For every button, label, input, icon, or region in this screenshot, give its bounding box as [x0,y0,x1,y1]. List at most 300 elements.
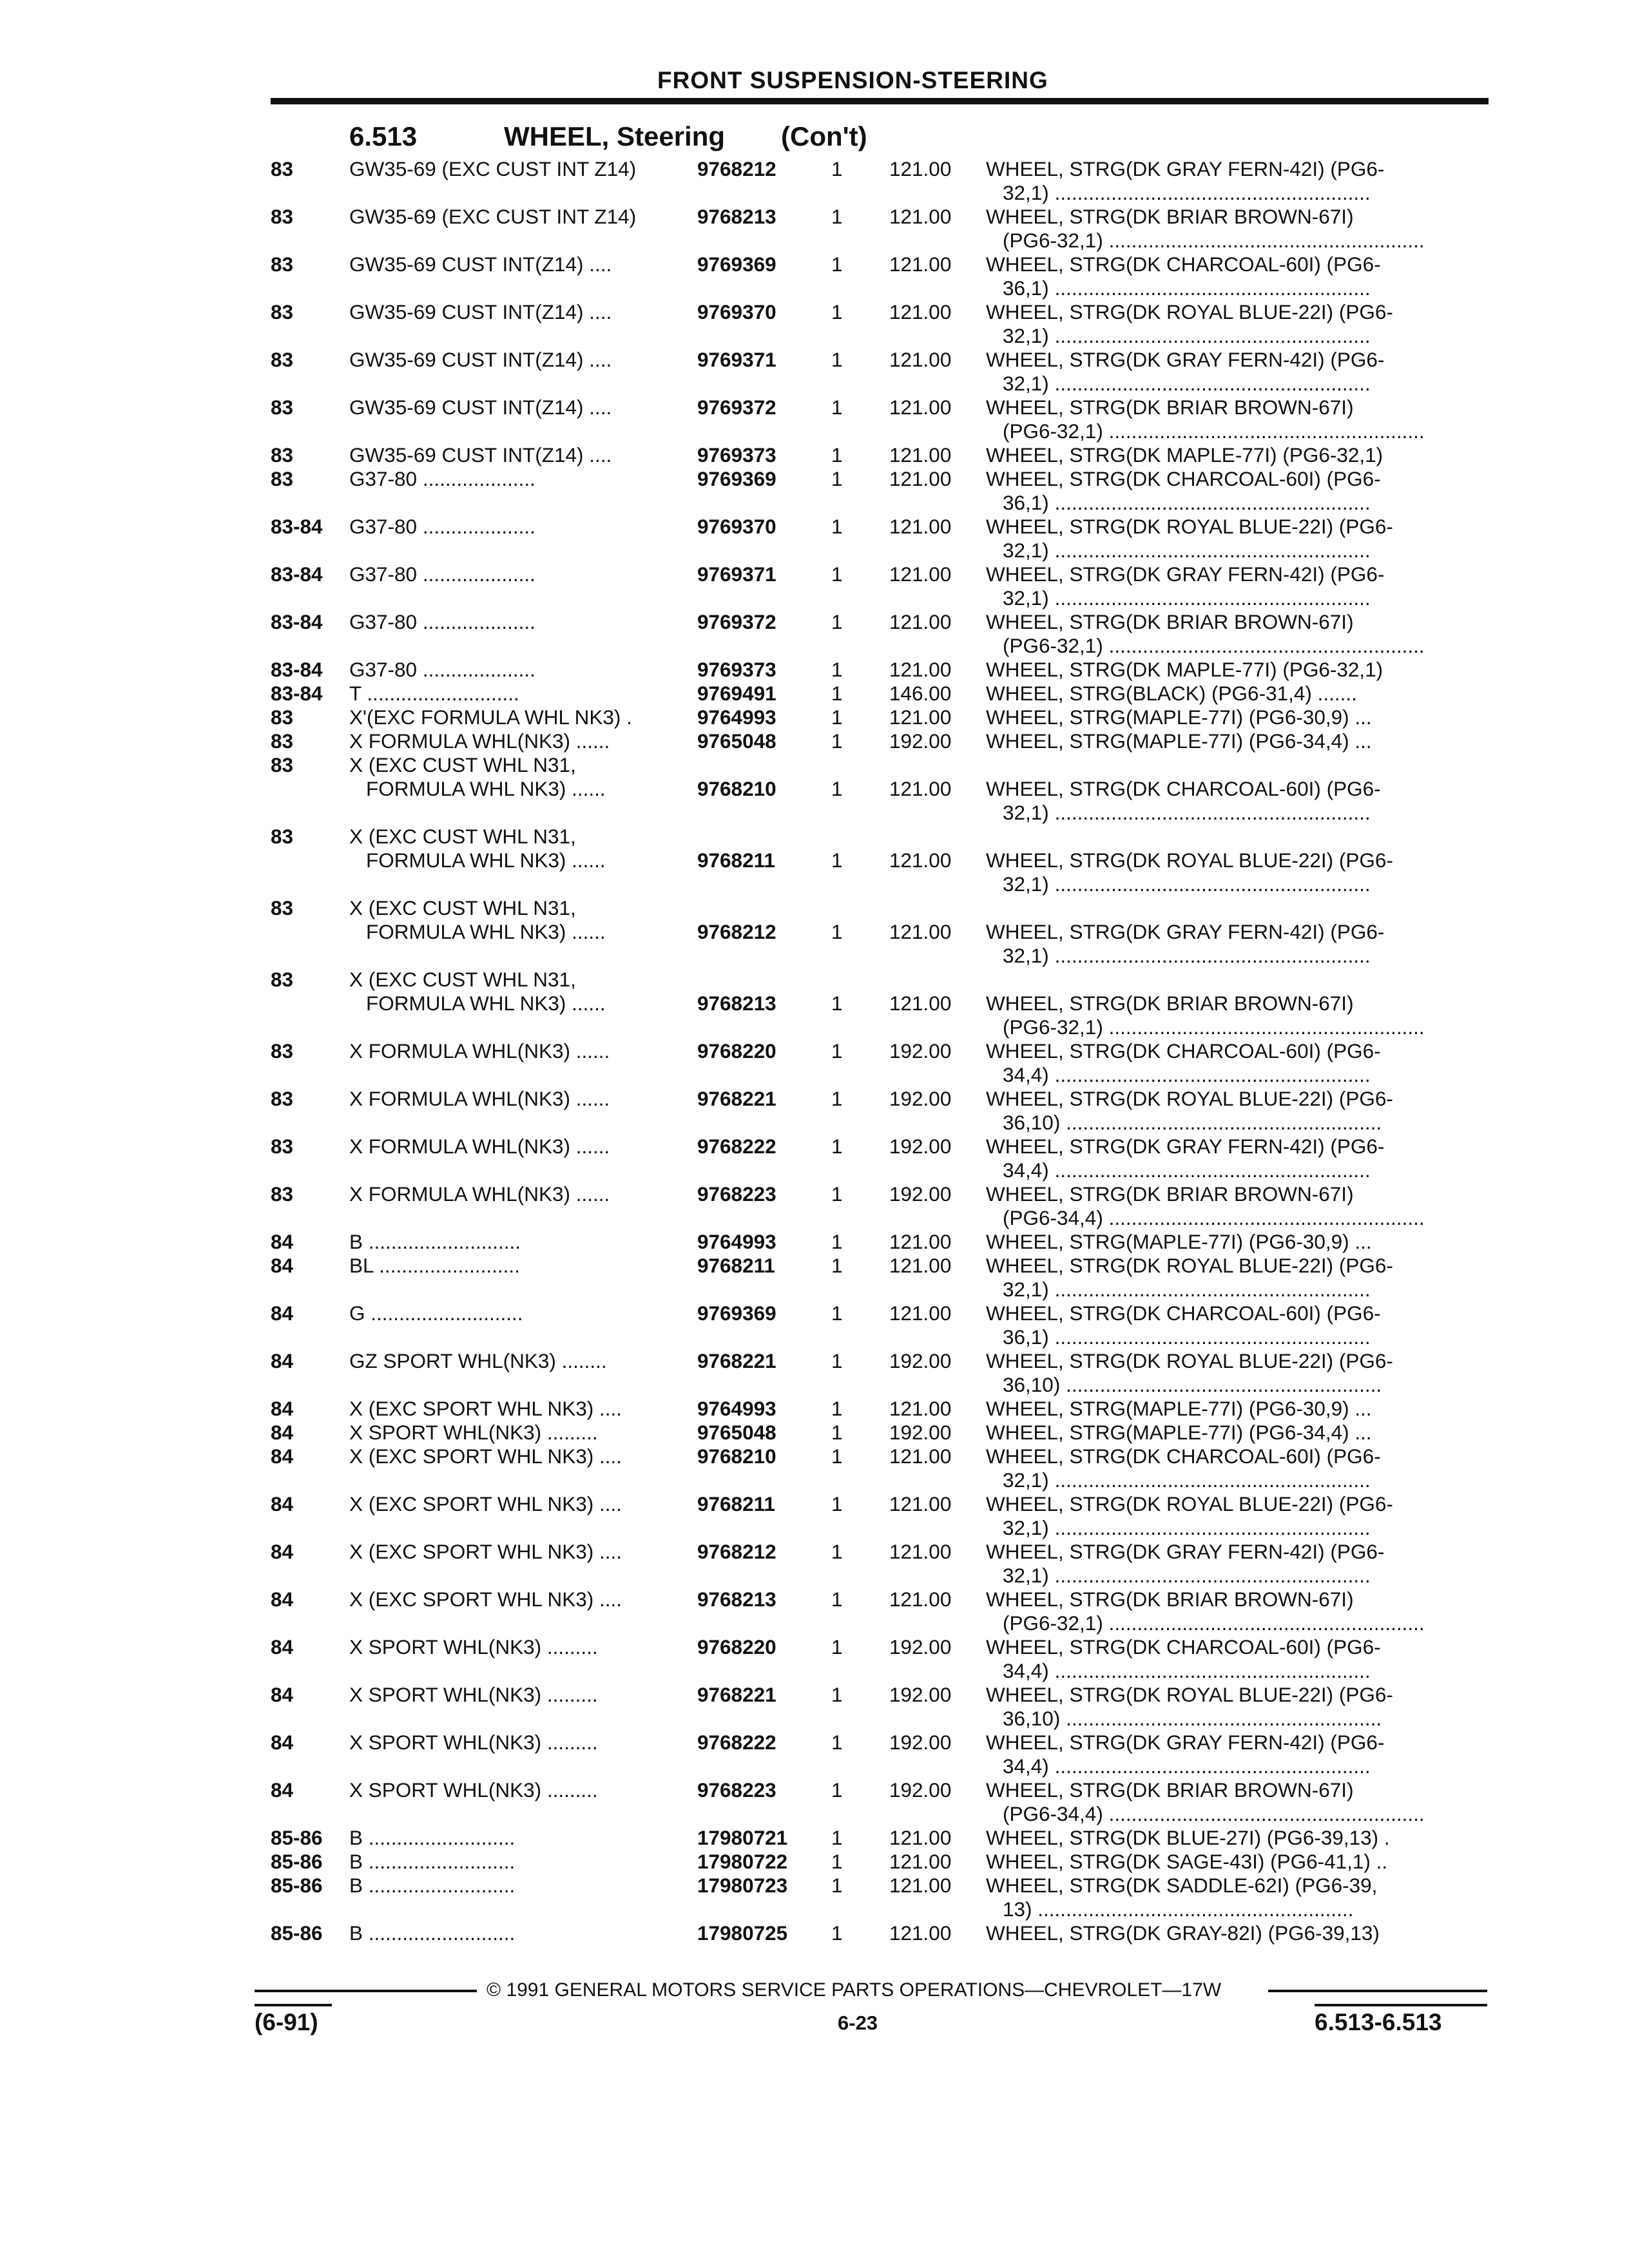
part-number: 17980722 [697,1850,788,1873]
table-row [271,658,1489,682]
application-line: FORMULA WHL NK3) ...... [366,920,606,943]
part-number: 9768211 [697,1254,775,1277]
application-cell [349,1087,697,1135]
application-cell [349,1397,697,1421]
application-cell [349,562,697,610]
part-number: 9768213 [697,1588,776,1611]
table-row [271,1302,1489,1349]
quantity: 1 [831,849,843,872]
application-line: GW35-69 (EXC CUST INT Z14) [349,205,637,228]
model-year: 85-86 [271,1850,323,1873]
part-description-line: 36,1) ..... [986,491,1482,515]
part-description-line: WHEEL, STRG(MAPLE-77I) (PG6-34,4) ... [986,1421,1372,1444]
part-description-line: 32,1) ..... [986,1278,1482,1302]
application-line: BL ......................... [349,1254,520,1277]
price: 121.00 [889,1588,952,1611]
part-number: 17980723 [697,1874,788,1897]
quantity: 1 [831,1182,843,1206]
application-cell [349,753,697,825]
quantity: 1 [831,515,843,538]
application-cell [349,658,697,682]
price: 121.00 [889,157,952,180]
part-number: 9768223 [697,1778,776,1802]
part-number: 9768223 [697,1182,776,1206]
table-row [271,300,1489,348]
application-cell [349,205,697,253]
price: 121.00 [889,992,952,1015]
table-row [271,348,1489,396]
application-cell [349,443,697,467]
application-cell [349,157,697,205]
part-description-cell [973,1349,1482,1397]
model-year: 83 [271,825,294,848]
price: 146.00 [889,682,952,705]
quantity: 1 [831,157,843,180]
model-year: 85-86 [271,1826,323,1849]
price: 192.00 [889,1778,952,1802]
part-description-line: 32,1) ..... [986,324,1482,348]
footer-rule-right [1268,1990,1487,1992]
application-cell [349,610,697,658]
application-cell [349,1778,697,1826]
quantity: 1 [831,205,843,228]
part-number: 9768210 [697,777,776,800]
part-description-line: WHEEL, STRG(DK ROYAL BLUE-22I) (PG6- [986,849,1393,872]
part-description-cell [973,610,1482,658]
table-row [271,968,1489,1039]
price: 121.00 [889,920,952,943]
price: 121.00 [889,562,952,586]
application-cell [349,1850,697,1874]
quantity: 1 [831,1874,843,1897]
table-row [271,729,1489,753]
application-cell [349,396,697,443]
part-description-cell [973,300,1482,348]
part-description-line: WHEEL, STRG(BLACK) (PG6-31,4) ....... [986,682,1357,705]
table-row [271,1349,1489,1397]
table-row [271,253,1489,300]
price: 121.00 [889,706,952,729]
part-description-line: WHEEL, STRG(DK CHARCOAL-60I) (PG6- [986,253,1381,276]
part-description-line: 32,1) ..... [986,801,1482,825]
table-row [271,1921,1489,1945]
part-description-line: WHEEL, STRG(DK GRAY-82I) (PG6-39,13) [986,1921,1380,1945]
application-line: FORMULA WHL NK3) ...... [366,992,606,1015]
section-continued: (Con't) [781,121,867,151]
price: 192.00 [889,1087,952,1110]
application-line: X (EXC CUST WHL N31, [349,896,576,919]
part-description-line: WHEEL, STRG(DK ROYAL BLUE-22I) (PG6- [986,1492,1393,1515]
revision-date: (6-91) [255,2009,318,2035]
application-line: X SPORT WHL(NK3) ......... [349,1731,598,1754]
part-description-line: WHEEL, STRG(DK CHARCOAL-60I) (PG6- [986,1039,1381,1062]
price: 121.00 [889,515,952,538]
application-cell [349,896,697,968]
model-year: 84 [271,1230,294,1253]
quantity: 1 [831,1039,843,1062]
part-description-cell [973,515,1482,562]
part-description-line: WHEEL, STRG(DK ROYAL BLUE-22I) (PG6- [986,515,1393,538]
part-number: 9768213 [697,205,776,228]
header-rule [271,98,1489,104]
application-cell [349,1683,697,1731]
model-year: 84 [271,1349,294,1372]
price: 121.00 [889,1492,952,1515]
part-number: 9765048 [697,1421,776,1444]
quantity: 1 [831,467,843,490]
table-row [271,1683,1489,1731]
model-year: 84 [271,1731,294,1754]
application-cell [349,1445,697,1492]
quantity: 1 [831,1087,843,1110]
application-cell [349,1421,697,1445]
part-number: 9768213 [697,992,776,1015]
application-line: GW35-69 CUST INT(Z14) .... [349,300,612,323]
part-description-line: (PG6-34,4) ..... [986,1802,1482,1826]
part-number: 9769373 [697,443,776,466]
part-number: 9769369 [697,1302,776,1325]
part-description-cell [973,1182,1482,1230]
quantity: 1 [831,1421,843,1444]
part-number: 9768212 [697,157,776,180]
part-description-line: (PG6-32,1) ..... [986,634,1482,658]
model-year: 83-84 [271,515,323,538]
table-row [271,1778,1489,1826]
part-number: 9769372 [697,396,776,419]
application-line: B ........................... [349,1230,521,1253]
part-number: 9768211 [697,849,775,872]
quantity: 1 [831,1921,843,1945]
quantity: 1 [831,729,843,753]
part-description-line: (PG6-32,1) ..... [986,1015,1482,1039]
section-number: 6.513 [349,121,418,151]
part-number: 9768221 [697,1087,776,1110]
application-line: GW35-69 CUST INT(Z14) .... [349,253,612,276]
part-description-line: WHEEL, STRG(DK GRAY FERN-42I) (PG6- [986,1540,1385,1563]
application-cell [349,1182,697,1230]
part-description-cell [973,729,1482,753]
table-row [271,825,1489,896]
part-description-line: 34,4) ..... [986,1659,1482,1683]
part-description-line: WHEEL, STRG(DK SAGE-43I) (PG6-41,1) .. [986,1850,1388,1873]
part-number: 9769372 [697,610,776,633]
application-cell [349,706,697,729]
price: 192.00 [889,1349,952,1372]
application-line: GW35-69 CUST INT(Z14) .... [349,443,612,466]
part-description-line: WHEEL, STRG(DK BRIAR BROWN-67I) [986,610,1354,633]
part-description-line: 34,4) ..... [986,1158,1482,1182]
part-description-line: WHEEL, STRG(DK GRAY FERN-42I) (PG6- [986,348,1385,371]
quantity: 1 [831,1540,843,1563]
application-cell [349,1874,697,1921]
application-cell [349,1826,697,1850]
part-description-cell [973,1397,1482,1421]
part-description-cell [973,1683,1482,1731]
part-description-line: 32,1) ..... [986,1564,1482,1588]
table-row [271,205,1489,253]
part-description-line: 13) ..... [986,1898,1482,1921]
application-line: X (EXC SPORT WHL NK3) .... [349,1588,622,1611]
part-description-cell [973,1230,1482,1254]
table-row [271,1135,1489,1182]
model-year: 84 [271,1778,294,1802]
part-description-cell [973,1421,1482,1445]
price: 121.00 [889,1302,952,1325]
model-year: 83-84 [271,658,323,681]
quantity: 1 [831,1683,843,1706]
application-line: G37-80 .................... [349,610,535,633]
part-description-cell [973,1135,1482,1182]
application-cell [349,1540,697,1588]
parts-catalog-table [271,157,1489,1945]
model-year: 83 [271,896,294,919]
price: 192.00 [889,1182,952,1206]
model-year: 83 [271,253,294,276]
quantity: 1 [831,1492,843,1515]
application-line: G37-80 .................... [349,467,535,490]
application-cell [349,1349,697,1397]
table-row [271,396,1489,443]
application-cell [349,825,697,896]
price: 121.00 [889,253,952,276]
part-description-line: 32,1) ..... [986,539,1482,562]
part-number: 9764993 [697,706,776,729]
quantity: 1 [831,1778,843,1802]
part-description-line: WHEEL, STRG(DK CHARCOAL-60I) (PG6- [986,1635,1381,1658]
part-description-cell [973,753,1482,825]
part-number: 9768222 [697,1731,776,1754]
part-number: 9769369 [697,253,776,276]
part-description-cell [973,1254,1482,1302]
part-number: 9769370 [697,300,776,323]
quantity: 1 [831,992,843,1015]
part-description-line: 36,10) ..... [986,1373,1482,1397]
part-description-cell [973,443,1482,467]
application-line: FORMULA WHL NK3) ...... [366,849,606,872]
application-line: G ........................... [349,1302,523,1325]
part-description-line: WHEEL, STRG(DK CHARCOAL-60I) (PG6- [986,777,1381,800]
quantity: 1 [831,1445,843,1468]
model-year: 85-86 [271,1874,323,1897]
part-description-cell [973,348,1482,396]
part-number: 9769370 [697,515,776,538]
part-description-line: (PG6-32,1) ..... [986,1611,1482,1635]
part-description-line: 36,10) ..... [986,1111,1482,1135]
model-year: 83 [271,348,294,371]
quantity: 1 [831,610,843,633]
part-number: 17980721 [697,1826,788,1849]
table-row [271,443,1489,467]
model-year: 84 [271,1683,294,1706]
price: 121.00 [889,443,952,466]
table-row [271,1087,1489,1135]
application-cell [349,1588,697,1635]
quantity: 1 [831,920,843,943]
price: 192.00 [889,729,952,753]
application-cell [349,682,697,706]
page-number: 6-23 [838,2012,878,2034]
quantity: 1 [831,1850,843,1873]
part-description-cell [973,825,1482,896]
application-line: X FORMULA WHL(NK3) ...... [349,729,610,753]
price: 192.00 [889,1635,952,1658]
model-year: 84 [271,1302,294,1325]
part-description-line: 32,1) ..... [986,944,1482,968]
table-row [271,1039,1489,1087]
model-year: 84 [271,1588,294,1611]
model-year: 84 [271,1397,294,1420]
part-description-line: WHEEL, STRG(DK GRAY FERN-42I) (PG6- [986,920,1385,943]
table-row [271,1826,1489,1850]
application-line: GW35-69 CUST INT(Z14) .... [349,348,612,371]
part-description-line: WHEEL, STRG(DK ROYAL BLUE-22I) (PG6- [986,1683,1393,1706]
model-year: 83 [271,1087,294,1110]
model-year: 83 [271,467,294,490]
table-row [271,1588,1489,1635]
model-year: 83 [271,968,294,991]
part-description-line: 34,4) ..... [986,1063,1482,1087]
part-description-cell [973,1731,1482,1778]
footer-rule-left [255,1990,477,1992]
quantity: 1 [831,682,843,705]
part-description-line: WHEEL, STRG(DK GRAY FERN-42I) (PG6- [986,562,1385,586]
model-year: 83 [271,300,294,323]
application-line: X SPORT WHL(NK3) ......... [349,1778,598,1802]
part-description-line: 32,1) ..... [986,372,1482,396]
application-cell [349,1302,697,1349]
application-line: X (EXC SPORT WHL NK3) .... [349,1397,622,1420]
application-line: B .......................... [349,1921,516,1945]
section-range: 6.513-6.513 [1315,2009,1442,2035]
application-line: X SPORT WHL(NK3) ......... [349,1683,598,1706]
application-line: X SPORT WHL(NK3) ......... [349,1421,598,1444]
quantity: 1 [831,348,843,371]
part-description-line: 32,1) ..... [986,181,1482,205]
part-description-cell [973,1540,1482,1588]
part-description-line: 32,1) ..... [986,872,1482,896]
application-line: G37-80 .................... [349,515,535,538]
quantity: 1 [831,777,843,800]
part-description-line: WHEEL, STRG(DK CHARCOAL-60I) (PG6- [986,467,1381,490]
bottom-rule-right [1315,2004,1487,2006]
part-description-line: WHEEL, STRG(DK BRIAR BROWN-67I) [986,205,1354,228]
part-number: 9768221 [697,1349,776,1372]
application-line: X SPORT WHL(NK3) ......... [349,1635,598,1658]
part-description-cell [973,157,1482,205]
quantity: 1 [831,562,843,586]
application-line: X (EXC CUST WHL N31, [349,968,576,991]
part-description-line: WHEEL, STRG(DK CHARCOAL-60I) (PG6- [986,1302,1381,1325]
table-row [271,1397,1489,1421]
part-description-line: 32,1) ..... [986,1516,1482,1540]
price: 121.00 [889,348,952,371]
table-row [271,1182,1489,1230]
model-year: 83-84 [271,562,323,586]
part-description-line: WHEEL, STRG(DK SADDLE-62I) (PG6-39, [986,1874,1378,1897]
table-row [271,1492,1489,1540]
price: 121.00 [889,396,952,419]
price: 121.00 [889,300,952,323]
price: 121.00 [889,1540,952,1563]
part-description-cell [973,968,1482,1039]
part-number: 9769491 [697,682,776,705]
application-line: X (EXC CUST WHL N31, [349,753,576,776]
price: 192.00 [889,1683,952,1706]
table-row [271,1731,1489,1778]
part-description-cell [973,396,1482,443]
price: 121.00 [889,467,952,490]
footer-copyright: © 1991 GENERAL MOTORS SERVICE PARTS OPERATIONS—CHEVROLET—17W [487,1979,1222,2001]
price: 121.00 [889,1850,952,1873]
application-line: T ........................... [349,682,519,705]
part-description-line: 36,1) ..... [986,1325,1482,1349]
part-description-line: WHEEL, STRG(DK BRIAR BROWN-67I) [986,1778,1354,1802]
model-year: 83-84 [271,682,323,705]
page-header: FRONT SUSPENSION-STEERING [657,67,1048,93]
application-cell [349,968,697,1039]
price: 192.00 [889,1039,952,1062]
quantity: 1 [831,1826,843,1849]
application-line: X (EXC SPORT WHL NK3) .... [349,1540,622,1563]
application-cell [349,1039,697,1087]
part-description-cell [973,1588,1482,1635]
application-cell [349,515,697,562]
price: 121.00 [889,1397,952,1420]
part-description-line: WHEEL, STRG(DK MAPLE-77I) (PG6-32,1) [986,658,1383,681]
part-number: 9768221 [697,1683,776,1706]
price: 121.00 [889,1230,952,1253]
price: 121.00 [889,1445,952,1468]
quantity: 1 [831,1635,843,1658]
model-year: 84 [271,1492,294,1515]
quantity: 1 [831,1254,843,1277]
part-description-line: WHEEL, STRG(DK ROYAL BLUE-22I) (PG6- [986,1349,1393,1372]
application-line: X (EXC SPORT WHL NK3) .... [349,1445,622,1468]
table-row [271,1230,1489,1254]
table-row [271,467,1489,515]
part-description-line: (PG6-32,1) ..... [986,229,1482,253]
model-year: 84 [271,1540,294,1563]
part-description-line: 36,10) ..... [986,1707,1482,1731]
part-description-line: 32,1) ..... [986,1468,1482,1492]
application-cell [349,729,697,753]
part-description-cell [973,1826,1482,1850]
part-number: 9764993 [697,1230,776,1253]
part-description-line: WHEEL, STRG(MAPLE-77I) (PG6-34,4) ... [986,729,1372,753]
part-description-cell [973,896,1482,968]
part-description-cell [973,1850,1482,1874]
application-cell [349,1230,697,1254]
part-number: 9769371 [697,562,776,586]
part-description-line: WHEEL, STRG(DK GRAY FERN-42I) (PG6- [986,1135,1385,1158]
quantity: 1 [831,1302,843,1325]
application-cell [349,1731,697,1778]
price: 192.00 [889,1135,952,1158]
part-description-line: WHEEL, STRG(DK GRAY FERN-42I) (PG6- [986,1731,1385,1754]
model-year: 83 [271,1182,294,1206]
model-year: 83 [271,1039,294,1062]
application-line: GW35-69 (EXC CUST INT Z14) [349,157,637,180]
application-line: G37-80 .................... [349,658,535,681]
application-line: X (EXC CUST WHL N31, [349,825,576,848]
part-description-line: WHEEL, STRG(DK ROYAL BLUE-22I) (PG6- [986,1254,1393,1277]
table-row [271,706,1489,729]
part-description-cell [973,562,1482,610]
model-year: 83 [271,753,294,776]
application-cell [349,1921,697,1945]
part-description-line: WHEEL, STRG(DK ROYAL BLUE-22I) (PG6- [986,1087,1393,1110]
application-line: X FORMULA WHL(NK3) ...... [349,1087,610,1110]
